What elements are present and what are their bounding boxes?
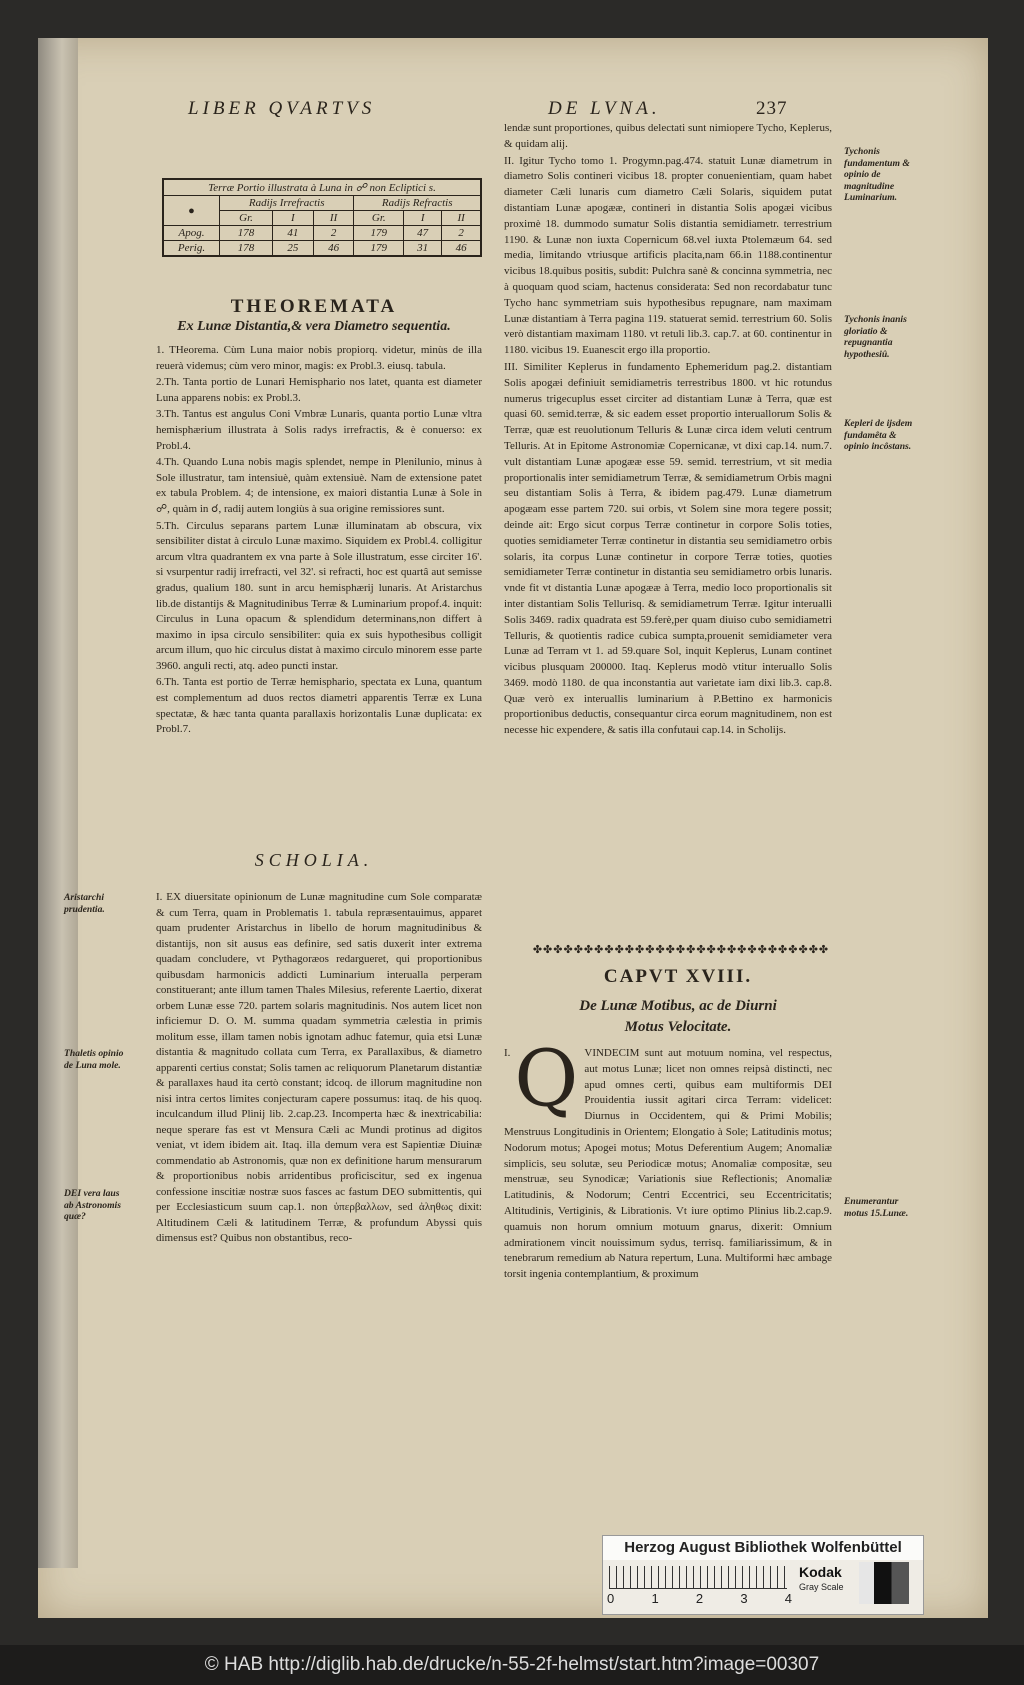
margin-note: Thaletis opinio de Luna mole. xyxy=(64,1048,124,1071)
ruler-numbers xyxy=(607,1591,792,1606)
theorem-3: 3.Th. Tantus est angulus Coni Vmbræ Lunaris, quanta portio Lunæ vltra hemisphærium illustrata à Solis radys irrefractis, & è conuerso: ex Probl.4. xyxy=(156,408,482,452)
table-subheader: I xyxy=(404,211,442,226)
table-cell: 41 xyxy=(273,226,314,241)
library-scale-stamp xyxy=(602,1535,924,1615)
theoremata-title: THEOREMATA xyxy=(230,296,398,317)
right-column-text xyxy=(504,121,832,740)
theoremata-subtitle: Ex Lunæ Distantia,& vera Diametro sequentia. xyxy=(177,319,451,334)
table-subheader: Gr. xyxy=(354,211,404,226)
table-subheader: II xyxy=(313,211,354,226)
table-row xyxy=(163,226,481,241)
kodak-logo: Kodak xyxy=(799,1564,842,1580)
illumination-table xyxy=(162,178,482,257)
table-subheader: II xyxy=(442,211,481,226)
table-cell: 178 xyxy=(219,241,272,257)
scholia-column xyxy=(156,890,482,1248)
ornament-border: ✤✤✤✤✤✤✤✤✤✤✤✤✤✤✤✤✤✤✤✤✤✤✤✤✤✤✤✤✤ xyxy=(532,944,830,955)
margin-note: Kepleri de ijsdem fundamêta & opinio incôstans. xyxy=(844,418,913,452)
table-title: Terræ Portio illustrata à Luna in ☍ non Ecliptici s. xyxy=(163,179,481,196)
margin-note: Tychonis inanis gloriatio & repugnantia hypothesiû. xyxy=(844,314,907,360)
theorem-5: 5.Th. Circulus separans partem Lunæ illuminatam ab obscura, vix sensibiliter distat à circulo Lunæ maximo. Siquidem ex Probl.4. colligitur arcum vltra quadrantem ex vna parte à Sole illustratum, esse circiter 16'. si vsurpentur radij irrefracti, vel 32'. si refracti, hoc est quartâ aut semisse gradus, qualium 180. sunt in arcu hemisphærij lunaris. At Aristarchus lib.de distantijs & Magnitudinibus Terræ & Luminarium propof.4. inquit: Circulus in Luna opacum & splendidum determinans,non differt à maximo in ipsa circulo sensibiliter: quia ex suis hypothesibus colligit arcum illum, quo hic circulus distat à maximo circulo minorem esse parte 3960. anguli recti, atq. adeo puncti instar. xyxy=(156,519,482,672)
table-cell: 179 xyxy=(354,226,404,241)
page-number: 237 xyxy=(756,98,788,119)
theorem-1: 1. THeorema. Cùm Luna maior nobis propiorq. videtur, minùs de illa reuerà videmus; cùm vero minor, magis: ex Probl.3. eiusq. tabula. xyxy=(156,344,482,372)
paragraph: lendæ sunt proportiones, quibus delectati sunt nimiopere Tycho, Keplerus, & quidam alij. xyxy=(504,122,832,150)
theorems-column xyxy=(156,343,482,739)
row-label: Perig. xyxy=(163,241,219,257)
ruler-number: 2 xyxy=(695,1591,704,1606)
chapter-subtitle-line: Motus Velocitate. xyxy=(624,1019,732,1035)
theorem-6: 6.Th. Tanta est portio de Terræ hemisphario, spectata ex Luna, quantum est complementum ad duos rectos diametri apparentis Terræ ex Luna spectatæ, & hæc tanta quanta parallaxis horizontalis Lunæ duplicata: ex Probl.7. xyxy=(156,676,482,736)
table-cell: 47 xyxy=(404,226,442,241)
theorem-2: 2.Th. Tanta portio de Lunari Hemisphario nos latet, quanta est diameter Luna apparens nobis: ex Probl.3. xyxy=(156,376,482,404)
left-running-head: LIBER QVARTVS xyxy=(188,98,376,119)
col-irrefractis: Radijs Irrefractis xyxy=(219,196,353,211)
table-row xyxy=(163,241,481,257)
copyright-footer: © HAB http://diglib.hab.de/drucke/n-55-2f-helmst/start.htm?image=00307 xyxy=(0,1645,1024,1685)
scholia-paragraph: I. EX diuersitate opinionum de Lunæ magnitudine cum Sole comparatæ & cum Terra, quam in Problematis 1. tabula repræsentauimus, apparet quam prudenter Aristarchus in libello de horum magnitudinibus & distantijs, non sit ausus eas definire, sed satis duxerit inter extrema quadam concludere, vt Pythagoræos redargueret, qui proportionibus quibusdam harmonicis addicti Luminarium interualla perperam constituerant; ante illum tamen Thales Milesius, referente Laertio, dixerat orbem Lunæ esse 720. partem solaris magnitudinis. Nos autem licet non inficiemur D. O. M. summa quadam symmetria cælestia in primis molitum esse, illam tamen nobis ignotam adhuc fatemur, quia etsi Lunæ distantia & magnitudo collata cum Terra, ex Parallaxibus, & diametro apparenti certius constat; Solis tamen ac reliquorum Planetarum distantiæ & parallaxes haud ita certò constant; idcoq. de illorum magnitudine non nisi intra certos limites conjecturam capere possumus: itaq. de his quoq. inculcandum illud Plinij lib. 2.cap.23. Incomperta hæc & inextricabilia: neque sperare fas est vt Mensura Cæli ac Mundi protinus ad digitos veniat, vt idem ibidem ait. Itaq. illa demum vera est Sapientiæ Diuinæ commendatio ab Astronomis, quæ non ex definitione harum mensurarum & proportionibus nobis arridentibus proficiscitur, sed ex ingenua confessione inscitiæ nostræ suos fasces ac fastum DEO submittentis, qui per Ecclesiasticum suum cap.1. non ὑπερβαλλων, sed ἀληθως dixit: Altitudinem Cæli & latitudinem Terræ, & profundum Abyssi quis dimensus est? Quibus non obstantibus, reco- xyxy=(156,891,482,1244)
ruler-number: 0 xyxy=(607,1591,615,1606)
row-label: Apog. xyxy=(163,226,219,241)
scholia-title: SCHOLIA. xyxy=(254,850,374,870)
chapter-title: CAPVT XVIII. xyxy=(603,966,753,987)
paragraph: II. Igitur Tycho tomo 1. Progymn.pag.474. statuit Lunæ diametrum in diametro Solis contineri vicibus 18. propter conuenientiam, quam habet diameter Cæli lunaris cum diametro Cæli Solaris, siquidem putat distantiam Lunæ apogææ, contineri in distantia Solis apogæi vicibus proximè 18. dummodo sumatur Solis distantia semidiametr. terrestrium 1190. & Lunæ non iuxta Copernicum 68.vel iuxta Ptolemæum 64. sed media, limitando vtriusque artificis placita,nam 66.in 1188.continentur vicibus 18.quibus positis, subdit: Pulchra sanè & concinna symmetria, nec à quoquam quod sciam, hactenus considerata: Sed non recordabatur tunc Tycho hanc symmetriam suis hypothesibus repugnare, nam maximam Lunæ distantiam à Terra pagina 119. statuerat semid. terrestrium 60. Solis verò distantiam maximam 1180. vt retuli lib.3. cap.7. at 60. continentur in 1180. vicibus 19. Euanescit ergo illa proportio. xyxy=(504,154,832,357)
col-refractis: Radijs Refractis xyxy=(354,196,481,211)
margin-note: Aristarchi prudentia. xyxy=(64,892,105,915)
ruler-number: 1 xyxy=(651,1591,659,1606)
library-name: Herzog August Bibliothek Wolfenbüttel xyxy=(603,1536,923,1560)
chapter-number: I. xyxy=(504,1047,511,1059)
moon-symbol-icon: ● xyxy=(163,196,219,226)
ruler-number: 4 xyxy=(784,1591,792,1606)
adjacent-page-edge xyxy=(38,38,78,1568)
table-cell: 46 xyxy=(313,241,354,257)
table-cell: 2 xyxy=(442,226,481,241)
paragraph: III. Similiter Keplerus in fundamento Ephemeridum pag.2. distantiam Solis apogæi definiuit semidiametris terrestribus 1800. vt hic rotundus numerus trigecuplus esset circiter ad distantiam Lunæ à Terra, quæ est quasi 60. semid.terræ, & sic eadem esset proportio interuallorum Solis & Terræ, quæ est reuolutionum Telluris & Lunæ circa idem veluti centrum Telluris. At in Epitome Astronomiæ Copernicanæ, vt dixi cap.14. num.7. vult distantiam Lunæ apogææ esse 59. semid. terrestrium, vt sit media proportionalis inter semidiametrum Terræ, & semidiametrum Orbis magni seu distantiam Solis à Terra, & ibidem pag.479. Lunæ diametrum apogæam esse partem 720. sui orbis, vt Solem sine mora tegere possit; deinde ait: Ergo sicut corpus Terræ continetur in corpore Solis toties, quoties semidiameter Terræ continetur in distantia seu semidiametro orbis solaris, ita corpus Lunæ continetur in corpore Terræ toties, quoties semidiameter Terræ continetur in distantia seu semidiametro orbis lunaris. vnde fit vt distantia Lunæ apogææ à Terra, medio loco proportionalis sit inter distantiam Solis Tellurisq. & semidiametrum Terræ. Igitur interualli Solis 3469. radix quadrata est 59.ferè,per quam diuiso cubo semidiametri Telluris, & quotientis radice cubica sumpta,prouenit semidiameter vera Lunæ ad Terram vt 1. ad 59.quare Sol, inquit Keplerus, Lunam continet vicibus plusquam 200000. Itaq. Keplerus modò vtitur interuallo Solis 3469. modò 1180. de qua inconstantia aut varietate iam dixi lib.3. cap.8. Quæ verò ex interuallis luminarium à P.Bettino ex harmonicis proportionibus deductis, consequantur circa eorum magnitudinem, non est necesse hic expendere, & satis illa confutaui cap.14. in Scholijs. xyxy=(504,360,832,737)
margin-note: DEI vera laus ab Astronomis quæ? xyxy=(64,1188,121,1222)
chapter-text xyxy=(504,1034,832,1283)
table-cell: 25 xyxy=(273,241,314,257)
table-cell: 179 xyxy=(354,241,404,257)
table-subheader: I xyxy=(273,211,314,226)
table-cell: 2 xyxy=(313,226,354,241)
scale-ruler xyxy=(609,1566,787,1589)
chapter-paragraph: VINDECIM sunt aut motuum nomina, vel respectus, aut motus Lunæ; licet non omnes reipsà distincti, nec apud omnes certi, quibus eam multiformis DEI Prouidentia iussit agitari circa Terram: videlicet: Diurnus in Occidentem, qui & Primi Mobilis; Menstruus Longitudinis in Orientem; Elongatio à Sole; Latitudinis motus; Nodorum motus; Apogei motus; Motus Deferentium Augem; Anomaliæ simplicis, seu solutæ, seu Periodicæ motus; Anomaliæ compositæ, seu menstruæ, seu Synodicæ; Variationis siue Reflectionis; Anomaliæ Latitudinis, & Nodorum; Centri Eccentrici, seu Eccentricitatis; Altitudinis, Vertiginis, & Librationis. Vt iure optimo Plinius lib.2.cap.9. quamuis non horum omnium motuum gnarus, dixerit: Omnium admirationem vincit nouissimum sydus, terrisq. familiarissimum, & in tenebrarum remedium ab Natura repertum, Luna. Multiformi hæc ambage torsit ingenia contemplantium, & proximum xyxy=(504,1047,832,1281)
book-page xyxy=(38,38,988,1618)
right-running-head: DE LVNA. xyxy=(548,98,661,119)
chapter-subtitle-line: De Lunæ Motibus, ac de Diurni xyxy=(579,998,777,1014)
table-cell: 46 xyxy=(442,241,481,257)
margin-note: Tychonis fundamentum & opinio de magnitudine Luminarium. xyxy=(844,146,910,203)
table-cell: 31 xyxy=(404,241,442,257)
ruler-number: 3 xyxy=(740,1591,748,1606)
theorem-4: 4.Th. Quando Luna nobis magis splendet, nempe in Plenilunio, minus à Sole illustratur, tam intensiuè, quàm extensiuè. Nam de extensione patet ex tabula Problem. 4; de intensione, ex maiori distantia Lunæ à Sole in ☍, quàm in ☌, radij autem longiùs à sua origine remissiores sunt. xyxy=(156,456,482,515)
table-cell: 178 xyxy=(219,226,272,241)
gray-scale-label: Gray Scale xyxy=(799,1582,844,1592)
gray-patch xyxy=(859,1562,909,1604)
margin-note: Enumerantur motus 15.Lunæ. xyxy=(844,1196,909,1219)
table-subheader: Gr. xyxy=(219,211,272,226)
chapter-subtitle xyxy=(508,996,848,1038)
drop-cap: Q xyxy=(514,1034,579,1124)
